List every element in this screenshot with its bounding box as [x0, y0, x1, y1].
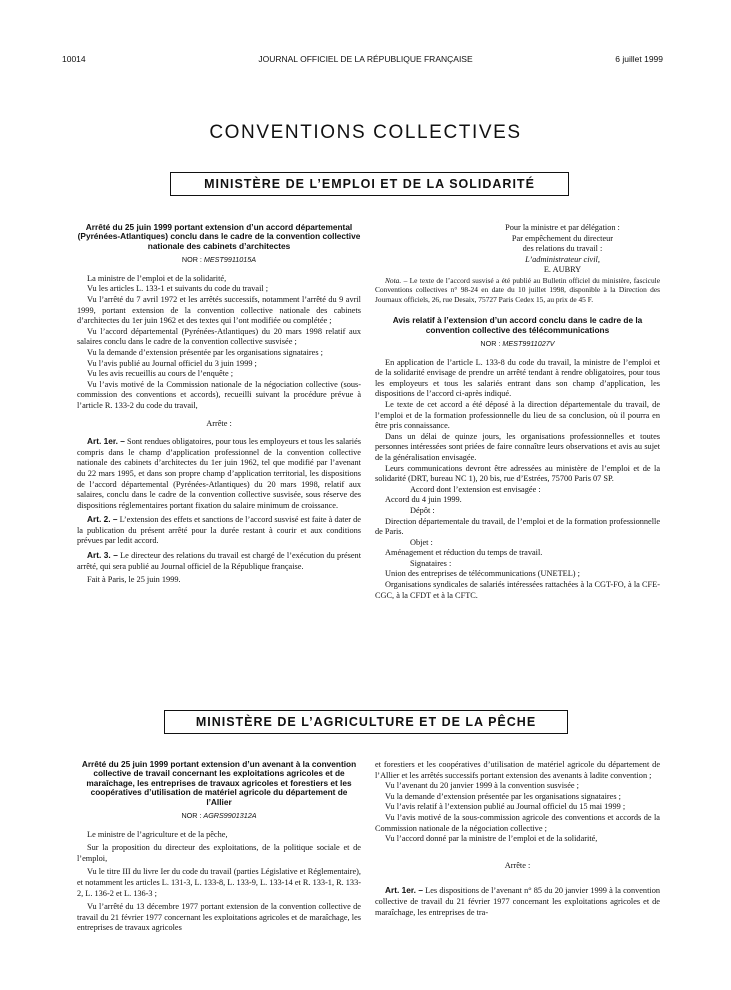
issue-date: 6 juillet 1999 — [615, 54, 663, 64]
ministry-agriculture-heading: MINISTÈRE DE L’AGRICULTURE ET DE LA PÊCHE — [164, 710, 568, 734]
doc3-paragraph: Vu le titre III du livre Ier du code du travail (parties Législative et Réglementaire), et notamment les articles L. 131-3, L. 133-8, L. 133-9, L. 133-14 et R. 133-1, R. 133-2, L. 136-2 et L. 136-3 ; — [77, 867, 361, 898]
doc3-nor: NOR : AGRS9901312A — [181, 811, 257, 821]
doc1-arrete: Arrête : — [206, 418, 232, 428]
doc2-paragraph: Leurs communications devront être adressées au ministère de l’emploi et de la solidarité (DRT, bureau NC 1), 20 bis, rue d’Estrées, 75700 Paris 07 SP. — [375, 463, 660, 484]
doc1-article-3: Art. 3. – Le directeur des relations du travail est chargé de l’exécution du présent arrêté, qui sera publié au Journal officiel de la République française. — [77, 550, 362, 571]
doc2-accord-label: Accord dont l’extension est envisagée : — [410, 484, 541, 494]
doc1-visa: Vu la demande d’extension présentée par les organisations signataires ; — [87, 347, 323, 357]
doc3-article-1: Art. 1er. – Les dispositions de l’avenant n° 85 du 20 janvier 1999 à la convention collective de travail du 21 février 1977 concernant les exploitations agricoles et de maraîchage, les entreprises de tra- — [375, 885, 660, 917]
doc3-title: Arrêté du 25 juin 1999 portant extension d’un avenant à la convention collective de travail concernant les exploitations agricoles et de maraîchage, les entreprises de travaux agricoles et forestiers et les coopératives d’utilisation de matériel agricole du département de l’Allier — [81, 759, 357, 807]
doc1-article-1: Art. 1er. – Sont rendues obligatoires, pour tous les employeurs et tous les salariés compris dans le champ d’application professionnel de la convention collective nationale des cabinets d’architectes du 1er juin 1962, tel que modifié par l’avenant du 22 mars 1995, et dans son propre champ d’application territorial, les dispositions de l’accord départemental (Pyrénées-Atlantiques) du 20 mars 1998, relatif aux salaires, conclu dans le cadre de la convention collective susvisée, sous réserve des dispositions réglementaires portant fixation du salaire minimum de croissance. — [77, 436, 361, 510]
doc1-visa: Vu l’avis publié au Journal officiel du 3 juin 1999 ; — [87, 358, 257, 368]
doc1-note: Nota. – Le texte de l’accord susvisé a été publié au Bulletin officiel du ministère, fascicule Conventions collectives n° 98-24 en date du 10 juillet 1998, disponible à la Direction des Journaux officiels, 26, rue Desaix, 75727 Paris Cedex 15, au prix de 45 F. — [375, 275, 660, 304]
doc3-continuation: et forestiers et les coopératives d’utilisation de matériel agricole du département de l’Allier et les arrêtés successifs portant extension des avenants à ladite convention ; — [375, 760, 660, 780]
doc2-paragraph: En application de l’article L. 133-8 du code du travail, la ministre de l’emploi et de la solidarité envisage de prendre un arrêté tendant à rendre obligatoires, pour tous les employeurs et tous les salariés entrant dans son champ d’application, les dispositions de l’accord ci-après indiqué. — [375, 357, 660, 399]
doc2-paragraph: Le texte de cet accord a été déposé à la direction départementale du travail, de l’emploi et de la formation professionnelle du lieu de sa conclusion, où il pourra en être pris connaissance. — [375, 399, 660, 431]
doc2-accord: Accord du 4 juin 1999. — [385, 495, 462, 505]
doc1-done-at: Fait à Paris, le 25 juin 1999. — [87, 575, 181, 585]
doc3-arrete: Arrête : — [504, 860, 531, 870]
doc3-visa: Vu l’accord donné par la ministre de l’emploi et de la solidarité, — [385, 834, 598, 844]
doc2-objet: Aménagement et réduction du temps de travail. — [385, 548, 543, 558]
doc3-visa: Vu l’avis relatif à l’extension publié au Journal officiel du 15 mai 1999 ; — [385, 802, 626, 812]
doc3-visa: Vu la demande d’extension présentée par les organisations signataires ; — [385, 791, 621, 801]
page-number: 10014 — [62, 54, 86, 64]
doc1-visa: Vu l’accord départemental (Pyrénées-Atlantiques) du 20 mars 1998 relatif aux salaires conclu dans le cadre de la convention collective susvisée ; — [77, 326, 361, 347]
doc2-depot: Direction départementale du travail, de l’emploi et de la formation professionnelle de Paris. — [375, 516, 660, 537]
doc2-signataire: Union des entreprises de télécommunications (UNETEL) ; — [385, 569, 580, 579]
doc2-title: Avis relatif à l’extension d’un accord conclu dans le cadre de la convention collective des télécommunications — [392, 315, 643, 335]
doc1-article-2: Art. 2. – L’extension des effets et sanctions de l’accord susvisé est faite à dater de la publication du présent arrêté pour la durée restant à courir et aux conditions prévues par ledit accord. — [77, 514, 361, 546]
journal-title: JOURNAL OFFICIEL DE LA RÉPUBLIQUE FRANÇAISE — [258, 54, 473, 64]
doc3-visa: Vu l’avis motivé de la sous-commission agricole des conventions et accords de la Commission nationale de la négociation collective ; — [375, 812, 660, 833]
doc1-visa: Vu l’avis motivé de la Commission nationale de la négociation collective (sous-commission des conventions et accords), recueilli suivant la procédure prévue à l’article R. 133-2 du code du travail, — [77, 379, 361, 410]
ministry-emploi-heading: MINISTÈRE DE L’EMPLOI ET DE LA SOLIDARITÉ — [170, 172, 569, 196]
right-column-top — [375, 223, 660, 601]
doc2-depot-label: Dépôt : — [410, 505, 435, 515]
arrete-architectes — [77, 223, 361, 586]
doc1-nor: NOR : MEST9911015A — [181, 255, 257, 265]
doc3-paragraph: Vu l’arrêté du 13 décembre 1977 portant extension de la convention collective de travail du 21 février 1977 concernant les exploitations agricoles et de maraîchage, les entreprises de travaux agricoles — [77, 902, 361, 933]
doc1-intro: La ministre de l’emploi et de la solidarité, — [87, 273, 227, 283]
doc3-visa: Vu l’avenant du 20 janvier 1999 à la convention susvisée ; — [385, 781, 579, 791]
doc2-nor: NOR : MEST9911027V — [480, 339, 555, 348]
doc1-title: Arrêté du 25 juin 1999 portant extension d’un accord départemental (Pyrénées-Atlantiques) conclu dans le cadre de la convention collective nationale des cabinets d’architectes — [77, 222, 361, 251]
doc1-visa: Vu l’arrêté du 7 avril 1972 et les arrêtés successifs, notamment l’arrêté du 9 avril 1999, portant extension de la convention collective nationale des cabinets d’architectes du 1er juin 1962 et des textes qui l’ont modifiée ou complétée ; — [77, 295, 361, 326]
doc3-paragraph: Sur la proposition du directeur des exploitations, de la politique sociale et de l’emploi, — [77, 843, 361, 863]
arrete-allier-continued — [375, 760, 660, 918]
doc1-signature: Pour la ministre et par délégation : Par empêchement du directeur des relations du travail : L’administrateur civil, E. AUBRY — [505, 223, 620, 275]
doc2-objet-label: Objet : — [410, 537, 433, 547]
doc2-paragraph: Dans un délai de quinze jours, les organisations professionnelles et toutes personnes intéressées sont priées de faire connaître leurs observations et avis au sujet de la généralisation envisagée. — [375, 431, 660, 462]
arrete-allier — [77, 760, 361, 934]
doc1-visa: Vu les articles L. 133-1 et suivants du code du travail ; — [87, 284, 269, 294]
doc3-intro: Le ministre de l’agriculture et de la pêche, — [87, 829, 228, 839]
doc2-signataire: Organisations syndicales de salariés intéressées rattachées à la CGT-FO, à la CFE-CGC, à la CFDT et à la CFTC. — [375, 580, 660, 600]
doc1-visa: Vu les avis recueillis au cours de l’enquête ; — [87, 369, 234, 379]
doc2-signataires-label: Signataires : — [410, 558, 452, 568]
section-title: CONVENTIONS COLLECTIVES — [209, 122, 522, 143]
